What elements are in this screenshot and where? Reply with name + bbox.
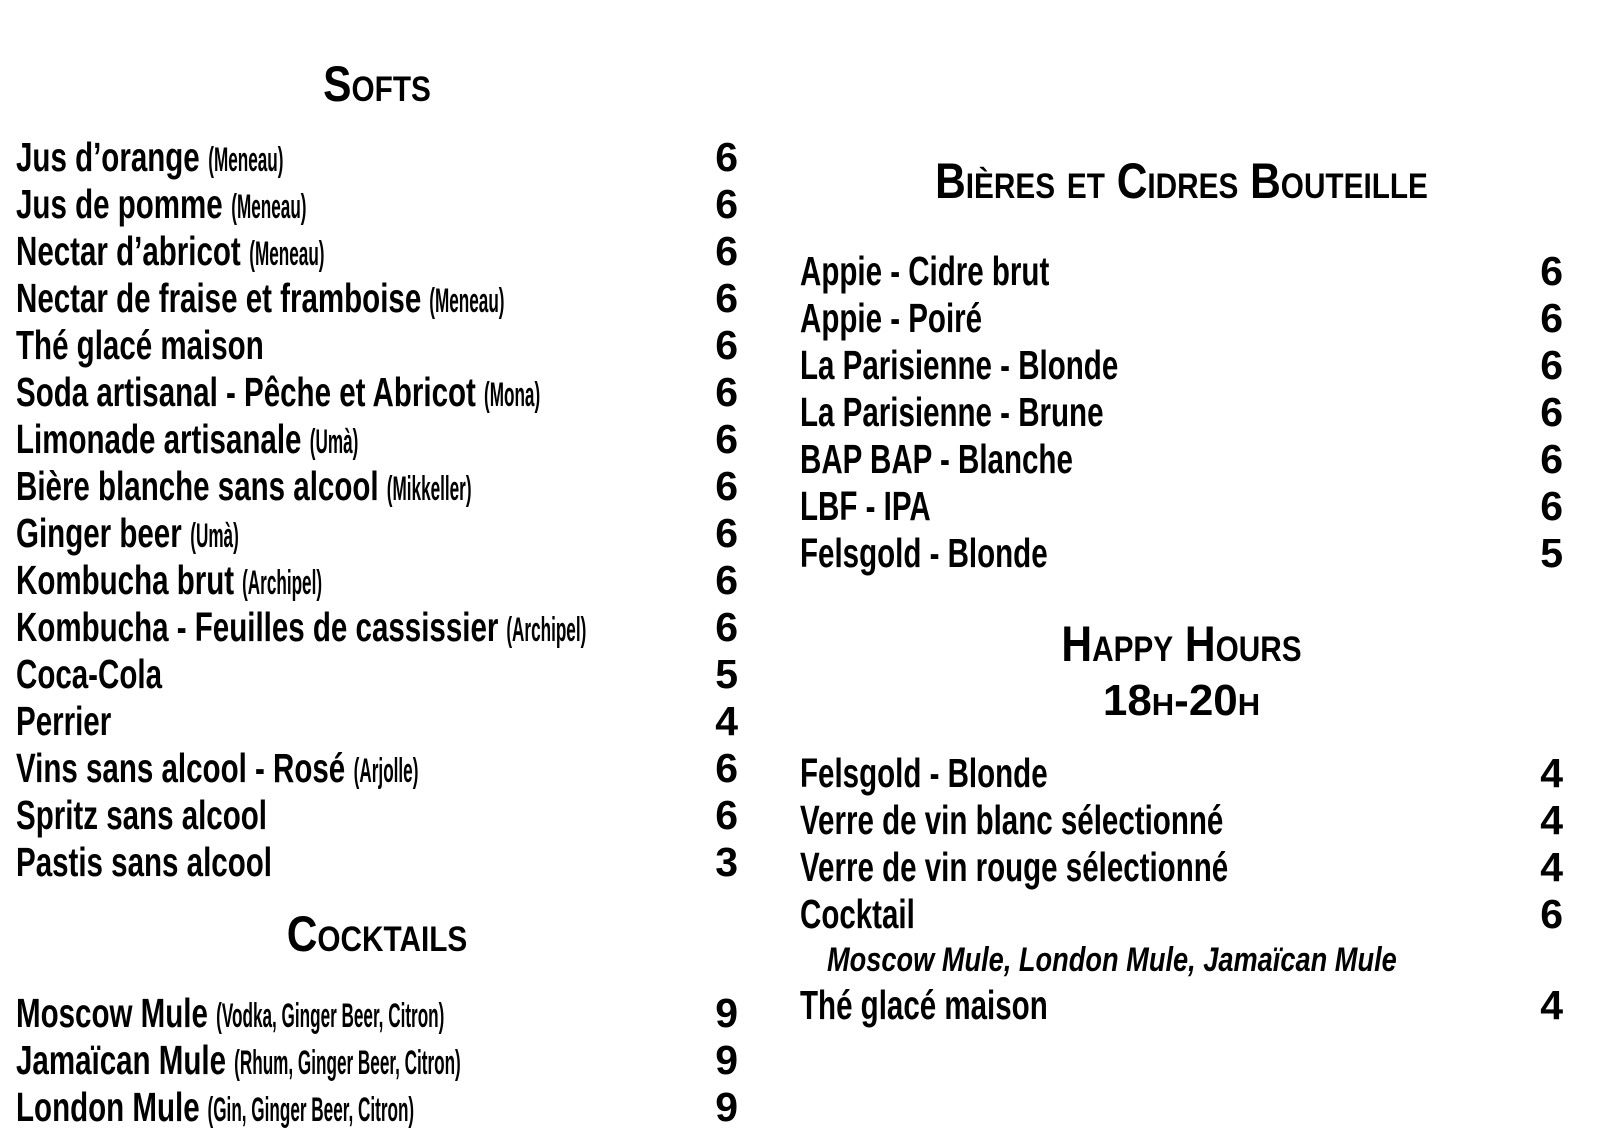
item-note-text: Moscow Mule, London Mule, Jamaïcan Mule: [827, 941, 1397, 979]
item-name: Verre de vin blanc sélectionné: [800, 797, 1224, 843]
item-price: 6: [715, 604, 738, 650]
item-price: 6: [715, 322, 738, 368]
item-brand: (Mona): [484, 376, 541, 414]
menu-item: [16, 1037, 738, 1084]
item-price: 4: [715, 698, 738, 744]
item-price: 4: [1540, 844, 1563, 890]
menu-item: [800, 982, 1563, 1029]
item-price: 6: [1540, 436, 1563, 482]
menu-item: [16, 651, 738, 698]
item-price: 5: [715, 651, 738, 697]
section-title-bieres-et-cidres-bouteille: Bières et Cidres Bouteille: [935, 153, 1428, 209]
menu-item: [800, 797, 1563, 844]
section-subtitle-happy-hours: 18h-20h: [1102, 676, 1261, 725]
menu-column-right: [800, 0, 1563, 1029]
item-price: 6: [715, 416, 738, 462]
item-price: 6: [1540, 342, 1563, 388]
item-brand: (Archipel): [506, 611, 587, 649]
item-brand: (Umà): [309, 423, 359, 461]
menu-item: [16, 510, 738, 557]
item-price: 6: [715, 275, 738, 321]
item-name: Bière blanche sans alcool (Mikkeller): [16, 463, 508, 513]
item-price: 9: [715, 990, 738, 1036]
item-brand: (Rhum, Ginger Beer, Citron): [234, 1044, 461, 1082]
menu-item: [16, 322, 738, 369]
item-brand: (Mikkeller): [386, 470, 472, 508]
menu-item: [16, 792, 738, 839]
menu-item: [16, 181, 738, 228]
item-brand: (Meneau): [429, 282, 505, 320]
item-price: 4: [1540, 750, 1563, 796]
item-name: BAP BAP - Blanche: [800, 436, 1073, 482]
menu-item: [800, 295, 1563, 342]
item-name: Ginger beer (Umà): [16, 510, 259, 560]
item-price: 6: [715, 745, 738, 791]
item-name: Soda artisanal - Pêche et Abricot (Mona): [16, 369, 564, 419]
menu-section-happy-hours: [800, 618, 1563, 1029]
menu-column-left: [16, 0, 738, 1131]
item-name: Appie - Poiré: [800, 295, 983, 341]
item-price: 6: [715, 463, 738, 509]
menu-item: [16, 275, 738, 322]
item-brand: (Meneau): [248, 235, 325, 273]
item-name: Perrier: [16, 698, 112, 744]
item-name: Felsgold - Blonde: [800, 750, 1048, 796]
item-brand: (Vodka, Ginger Beer, Citron): [216, 997, 445, 1035]
menu-item: [16, 416, 738, 463]
item-name: Felsgold - Blonde: [800, 530, 1048, 576]
item-price: 5: [1540, 530, 1563, 576]
menu-item: [800, 891, 1563, 938]
item-list-cocktails: [16, 990, 738, 1131]
item-price: 6: [1540, 295, 1563, 341]
menu-item: [16, 698, 738, 745]
item-name: Cocktail: [800, 891, 915, 937]
item-note: [800, 938, 1563, 982]
item-name: Moscow Mule (Vodka, Ginger Beer, Citron): [16, 990, 542, 1040]
item-name: Jus d’orange (Meneau): [16, 134, 315, 184]
menu-section-cocktails: [16, 908, 738, 1131]
item-price: 6: [715, 369, 738, 415]
item-price: 6: [1540, 483, 1563, 529]
item-price: 9: [715, 1084, 738, 1130]
item-name: Coca-Cola: [16, 651, 162, 697]
menu-item: [16, 557, 738, 604]
item-name: LBF - IPA: [800, 483, 931, 529]
menu-item: [16, 463, 738, 510]
item-name: Kombucha - Feuilles de cassissier (Archipel): [16, 604, 621, 654]
item-price: 6: [1540, 891, 1563, 937]
item-name: Thé glacé maison: [800, 982, 1048, 1028]
item-name: Pastis sans alcool: [16, 839, 272, 885]
menu-item: [800, 530, 1563, 577]
menu-item: [800, 483, 1563, 530]
item-brand: (Arjolle): [353, 752, 419, 790]
item-price: 3: [715, 839, 738, 885]
menu-item: [16, 604, 738, 651]
menu-item: [16, 990, 738, 1037]
menu-item: [16, 1084, 738, 1131]
menu-section-bieres-et-cidres-bouteille: [800, 155, 1563, 577]
item-name: Spritz sans alcool: [16, 792, 267, 838]
item-name: London Mule (Gin, Ginger Beer, Citron): [16, 1084, 503, 1134]
menu-item: [16, 839, 738, 886]
item-price: 6: [715, 510, 738, 556]
item-price: 4: [1540, 982, 1563, 1028]
item-list-softs: [16, 134, 738, 886]
menu-item: [800, 844, 1563, 891]
item-name: Nectar d’abricot (Meneau): [16, 228, 356, 278]
item-name: Jus de pomme (Meneau): [16, 181, 338, 231]
menu-item: [800, 750, 1563, 797]
item-brand: (Gin, Ginger Beer, Citron): [207, 1091, 415, 1129]
item-list-happy-hours: [800, 750, 1563, 1029]
item-name: La Parisienne - Brune: [800, 389, 1104, 435]
item-price: 6: [715, 792, 738, 838]
menu-item: [16, 745, 738, 792]
menu-item: [800, 389, 1563, 436]
item-name: Jamaïcan Mule (Rhum, Ginger Beer, Citron): [16, 1037, 558, 1087]
item-name: La Parisienne - Blonde: [800, 342, 1119, 388]
item-name: Kombucha brut (Archipel): [16, 557, 357, 607]
item-brand: (Meneau): [207, 141, 284, 179]
item-price: 6: [1540, 389, 1563, 435]
section-title-softs: Softs: [323, 56, 431, 112]
item-name: Appie - Cidre brut: [800, 248, 1050, 294]
section-title-happy-hours: Happy Hours: [1061, 616, 1302, 672]
item-brand: (Archipel): [242, 564, 323, 602]
item-name: Limonade artisanale (Umà): [16, 416, 379, 466]
menu-item: [800, 342, 1563, 389]
item-name: Nectar de fraise et framboise (Meneau): [16, 275, 537, 325]
menu-item: [16, 369, 738, 416]
menu-item: [800, 248, 1563, 295]
item-price: 9: [715, 1037, 738, 1083]
item-price: 4: [1540, 797, 1563, 843]
item-name: Vins sans alcool - Rosé (Arjolle): [16, 745, 446, 795]
section-title-cocktails: Cocktails: [286, 906, 468, 962]
item-brand: (Meneau): [230, 188, 307, 226]
item-price: 6: [715, 228, 738, 274]
item-price: 6: [715, 181, 738, 227]
item-price: 6: [715, 134, 738, 180]
item-name: Thé glacé maison: [16, 322, 264, 368]
menu-item: [16, 134, 738, 181]
menu-item: [16, 228, 738, 275]
menu-item: [800, 436, 1563, 483]
item-name: Verre de vin rouge sélectionné: [800, 844, 1229, 890]
item-price: 6: [1540, 248, 1563, 294]
item-list-bieres-et-cidres-bouteille: [800, 248, 1563, 577]
item-brand: (Umà): [189, 517, 239, 555]
item-price: 6: [715, 557, 738, 603]
menu-section-softs: [16, 58, 738, 886]
